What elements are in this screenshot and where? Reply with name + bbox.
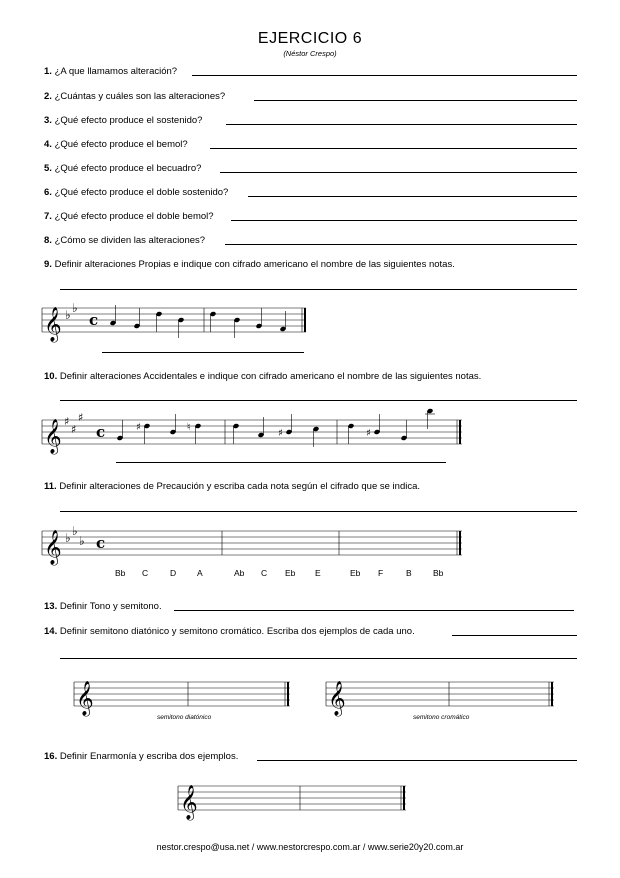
question-11: 11. Definir alteraciones de Precaución y escriba cada nota según el cifrado que se indica. — [44, 481, 421, 492]
question-8: 8. ¿Cómo se dividen las alteraciones? — [44, 235, 206, 246]
common-time-icon: c — [96, 534, 106, 552]
notes — [110, 305, 287, 338]
treble-clef-icon: 𝄞 — [44, 419, 62, 454]
sharp-icon: ♯ — [78, 411, 84, 424]
answer-line-5[interactable] — [220, 172, 577, 173]
flat-icon: ♭ — [65, 531, 71, 545]
question-10: 10. Definir alteraciones Accidentales e indique con cifrado americano el nombre de las siguientes notas. — [44, 371, 482, 382]
sharp-icon: ♯ — [71, 423, 77, 436]
treble-clef-icon: 𝄞 — [328, 681, 346, 716]
note-label: Eb — [350, 568, 361, 578]
flat-icon: ♭ — [79, 534, 85, 548]
answer-line-10b[interactable] — [116, 462, 446, 463]
answer-line-8[interactable] — [225, 244, 577, 245]
staff-semitono-cromatico — [326, 670, 566, 720]
question-14: 14. Definir semitono diatónico y semitono cromático. Escriba dos ejemplos de cada uno. — [44, 626, 415, 637]
caption-diatonico: semitono diatónico — [157, 714, 212, 721]
question-16: 16. Definir Enarmonía y escriba dos ejemplos. — [44, 751, 239, 762]
question-6: 6. ¿Qué efecto produce el doble sostenido? — [44, 187, 229, 198]
footer-contact: nestor.crespo@usa.net / www.nestorcrespo.com.ar / www.serie20y20.com.ar — [156, 842, 464, 852]
answer-line-10[interactable] — [60, 400, 577, 401]
note-label: D — [170, 568, 177, 578]
staff-lines — [42, 308, 306, 332]
svg-text:♯: ♯ — [366, 428, 371, 439]
note-label: Ab — [234, 568, 245, 578]
treble-clef-icon: 𝄞 — [44, 530, 62, 565]
answer-line-6[interactable] — [248, 196, 577, 197]
notes — [117, 408, 435, 447]
note-label: Bb — [115, 568, 126, 578]
answer-line-1[interactable] — [192, 75, 577, 76]
page-subtitle: (Néstor Crespo) — [283, 49, 337, 58]
answer-line-4[interactable] — [210, 148, 577, 149]
staff-exercise-10 — [0, 407, 620, 487]
answer-line-3[interactable] — [226, 124, 577, 125]
treble-clef-icon: 𝄞 — [180, 785, 198, 820]
answer-line-14[interactable] — [452, 635, 577, 636]
common-time-icon: c — [96, 423, 106, 441]
note-label: A — [197, 568, 203, 578]
answer-line-11[interactable] — [60, 511, 577, 512]
staff-enarmonia — [178, 774, 418, 824]
answer-line-16[interactable] — [257, 760, 577, 761]
question-9: 9. Definir alteraciones Propias e indique con cifrado americano el nombre de las siguientes notas. — [44, 259, 455, 270]
flat-icon: ♭ — [72, 524, 78, 538]
sharp-icon: ♯ — [64, 415, 70, 428]
staff-semitono-diatonico — [74, 670, 294, 720]
caption-cromatico: semitono cromático — [413, 714, 470, 721]
treble-clef-icon: 𝄞 — [76, 681, 94, 716]
common-time-icon: c — [89, 311, 99, 329]
question-1: 1. ¿A que llamamos alteración? — [44, 66, 178, 77]
note-label: C — [261, 568, 268, 578]
svg-text:♯: ♯ — [278, 428, 283, 439]
staff-exercise-11 — [0, 518, 620, 578]
question-2: 2. ¿Cuántas y cuáles son las alteraciones? — [44, 91, 226, 102]
note-label: Bb — [433, 568, 444, 578]
note-label: C — [142, 568, 149, 578]
question-4: 4. ¿Qué efecto produce el bemol? — [44, 139, 188, 150]
answer-line-7[interactable] — [231, 220, 577, 221]
svg-text:♯: ♯ — [136, 422, 141, 433]
question-3: 3. ¿Qué efecto produce el sostenido? — [44, 115, 203, 126]
answer-line-13[interactable] — [174, 610, 574, 611]
note-label: B — [406, 568, 412, 578]
answer-line-2[interactable] — [254, 100, 577, 101]
note-label: E — [315, 568, 321, 578]
question-7: 7. ¿Qué efecto produce el doble bemol? — [44, 211, 214, 222]
flat-icon: ♭ — [72, 301, 78, 315]
treble-clef-icon: 𝄞 — [44, 307, 62, 342]
answer-line-14b[interactable] — [60, 658, 577, 659]
page-title: EJERCICIO 6 — [257, 30, 363, 47]
staff-exercise-9 — [0, 295, 620, 375]
question-13: 13. Definir Tono y semitono. — [44, 601, 162, 612]
question-5: 5. ¿Qué efecto produce el becuadro? — [44, 163, 202, 174]
flat-icon: ♭ — [65, 308, 71, 322]
answer-line-9b[interactable] — [102, 352, 304, 353]
svg-text:♮: ♮ — [187, 422, 191, 433]
note-label: F — [378, 568, 384, 578]
note-label: Eb — [285, 568, 296, 578]
answer-line-9[interactable] — [60, 289, 577, 290]
